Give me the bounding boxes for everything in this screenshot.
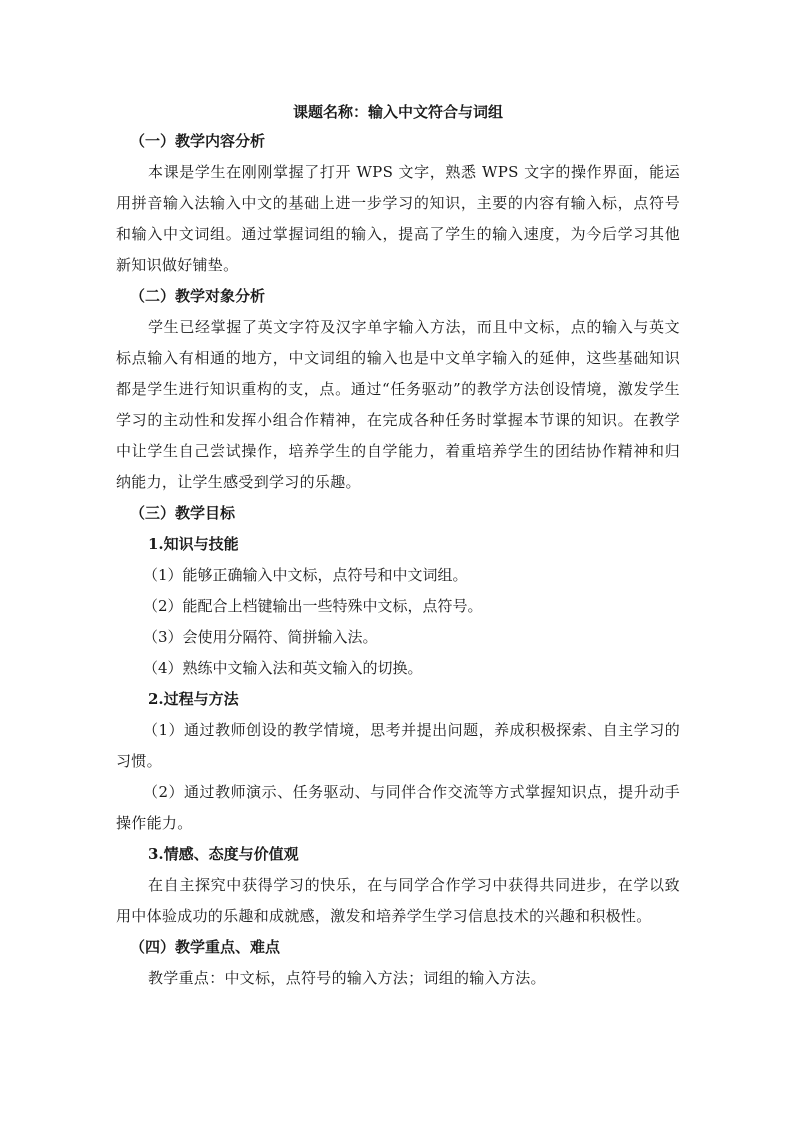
subheading-process-methods: 2.过程与方法 bbox=[148, 690, 239, 708]
section-heading-teaching-goals: （三）教学目标 bbox=[130, 504, 236, 522]
subheading-emotion-values: 3.情感、态度与价值观 bbox=[148, 845, 299, 863]
paragraph-key-points: 教学重点：中文标，点符号的输入方法；词组的输入方法。 bbox=[148, 969, 546, 987]
list-item: （2）能配合上档键输出一些特殊中文标，点符号。 bbox=[143, 597, 483, 615]
section-heading-content-analysis: （一）教学内容分析 bbox=[130, 132, 266, 150]
paragraph-emotion-values: 在自主探究中获得学习的快乐，在与同学合作学习中获得共同进步，在学以致用中体验成功的乐趣和成就感，激发和培养学生学习信息技术的兴趣和积极性。 bbox=[116, 876, 680, 925]
list-item: （1）能够正确输入中文标，点符号和中文词组。 bbox=[143, 566, 468, 584]
section-heading-student-analysis: （二）教学对象分析 bbox=[130, 287, 266, 305]
section-heading-key-points: （四）教学重点、难点 bbox=[130, 938, 281, 956]
subheading-knowledge-skills: 1.知识与技能 bbox=[148, 535, 239, 553]
lesson-title: 课题名称：输入中文符合与词组 bbox=[292, 103, 503, 121]
paragraph-content-analysis: 本课是学生在刚刚掌握了打开 WPS 文字，熟悉 WPS 文字的操作界面，能运用拼音输入法输入中文的基础上进一步学习的知识，主要的内容有输入标，点符号和输入中文词组。通过掌握词组的输入，提高了学生的输入速度，为今后学习其他新知识做好铺垫。 bbox=[116, 163, 680, 274]
list-item: （1）通过教师创设的教学情境，思考并提出问题，养成积极探索、自主学习的习惯。 bbox=[116, 721, 680, 770]
list-item: （4）熟练中文输入法和英文输入的切换。 bbox=[143, 659, 423, 677]
document-body bbox=[116, 98, 680, 994]
paragraph-student-analysis: 学生已经掌握了英文字符及汉字单字输入方法，而且中文标，点的输入与英文标点输入有相通的地方，中文词组的输入也是中文单字输入的延伸，这些基础知识都是学生进行知识重构的支，点。通过“任务驱动”的教学方法创设情境，激发学生学习的主动性和发挥小组合作精神，在完成各种任务时掌握本节课的知识。在教学中让学生自己尝试操作，培养学生的自学能力，着重培养学生的团结协作精神和归纳能力，让学生感受到学习的乐趣。 bbox=[116, 318, 680, 491]
list-item: （3）会使用分隔符、简拼输入法。 bbox=[143, 628, 378, 646]
list-item: （2）通过教师演示、任务驱动、与同伴合作交流等方式掌握知识点，提升动手操作能力。 bbox=[116, 783, 680, 832]
